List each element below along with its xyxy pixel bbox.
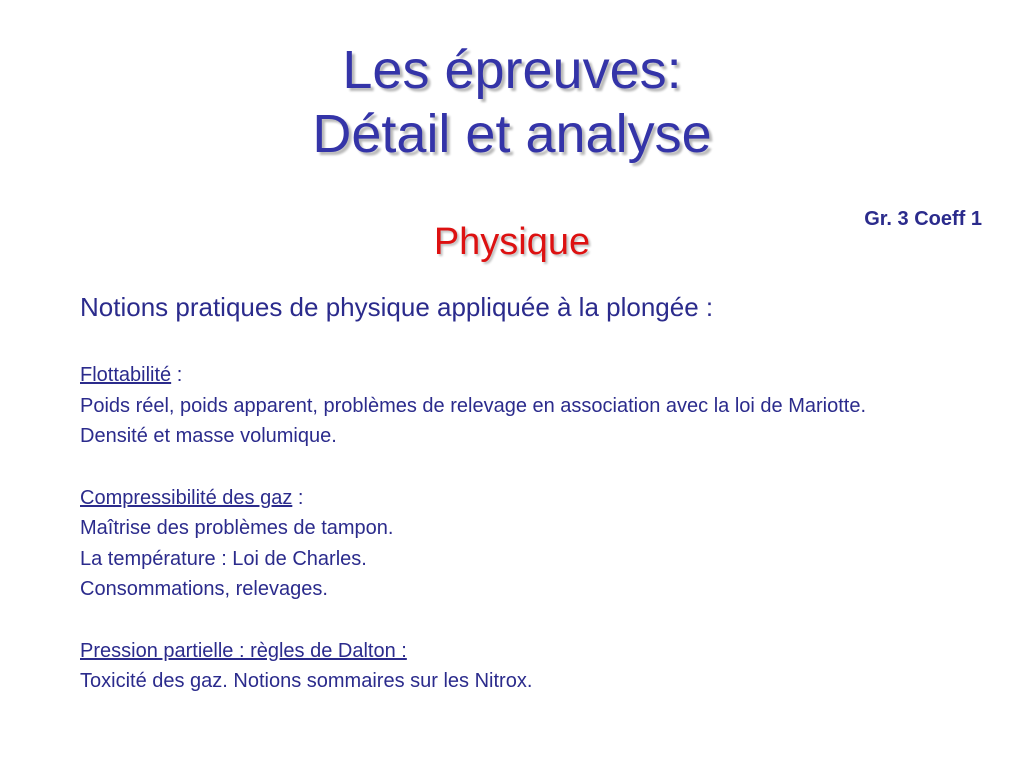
section-heading-text: Flottabilité — [80, 364, 172, 386]
section-heading-text: Compressibilité des gaz — [80, 486, 293, 509]
section-line: Consommations, relevages. — [80, 578, 328, 600]
section-gap — [80, 605, 940, 636]
slide-title-line2: Détail et analyse — [312, 104, 712, 164]
slide-title — [0, 38, 1024, 166]
intro-text: Notions pratiques de physique appliquée à la plongée : — [80, 292, 714, 322]
section-heading-flottabilite — [80, 360, 940, 391]
section-heading-suffix: : — [171, 364, 183, 386]
grade-coefficient: Gr. 3 Coeff 1 — [864, 208, 982, 230]
section-gap — [80, 452, 940, 483]
section-heading-pression-partielle — [80, 636, 940, 667]
slide-body — [80, 360, 940, 697]
section-heading-text: Pression partielle : règles de Dalton : — [80, 639, 407, 662]
section-line: Densité et masse volumique. — [80, 425, 337, 447]
section-heading-suffix: : — [292, 486, 304, 509]
slide-subtitle: Physique — [433, 221, 591, 263]
slide-title-line1: Les épreuves: — [342, 40, 682, 100]
section-heading-compressibilite — [80, 483, 940, 514]
section-line: Toxicité des gaz. Notions sommaires sur les Nitrox. — [80, 670, 533, 692]
section-line: La température : Loi de Charles. — [80, 547, 367, 570]
section-line: Maîtrise des problèmes de tampon. — [80, 517, 394, 539]
section-line: Poids réel, poids apparent, problèmes de relevage en association avec la loi de Mariotte. — [80, 394, 867, 417]
